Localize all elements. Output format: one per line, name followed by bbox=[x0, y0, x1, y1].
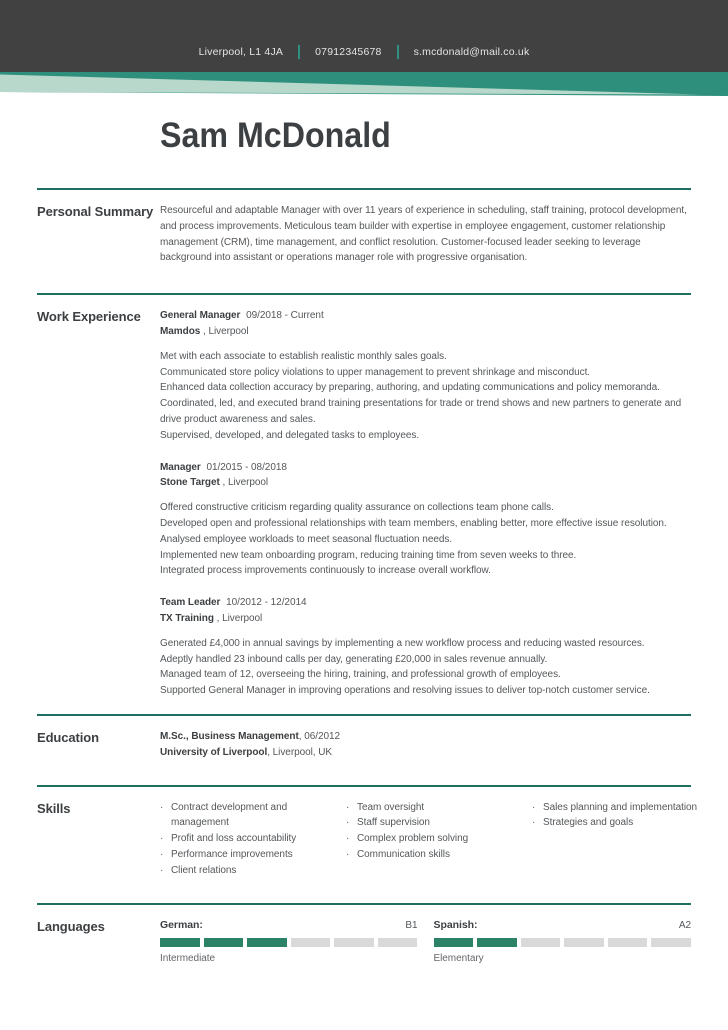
bullet-icon: · bbox=[160, 848, 164, 860]
language-entry bbox=[160, 918, 418, 968]
job-highlight: Integrated process improvements continuously to increase overall workflow. bbox=[160, 565, 491, 577]
section-label: Languages bbox=[37, 918, 105, 934]
job-company-line bbox=[160, 611, 691, 627]
job-highlight: Communicated store policy violations to upper management to prevent shrinkage and misconduct. bbox=[160, 366, 591, 378]
skill-item bbox=[346, 847, 518, 863]
skills-columns bbox=[160, 800, 704, 879]
degree: M.Sc., Business Management bbox=[160, 730, 299, 742]
job-highlight: Met with each associate to establish realistic monthly sales goals. bbox=[160, 350, 447, 362]
contact-email: s.mcdonald@mail.co.uk bbox=[413, 46, 530, 58]
resume-body bbox=[37, 188, 698, 997]
job-company: Mamdos bbox=[160, 325, 201, 337]
language-bar-segment bbox=[564, 938, 604, 947]
job-title-line bbox=[160, 460, 691, 476]
skill-item bbox=[532, 800, 704, 816]
language-level-badge: B1 bbox=[405, 919, 418, 931]
school: University of Liverpool bbox=[160, 746, 268, 758]
skill-item bbox=[160, 800, 332, 832]
languages-columns bbox=[160, 918, 691, 968]
job-highlight: Managed team of 12, overseeing the hiring, training, and professional growth of employees. bbox=[160, 669, 561, 681]
job-dates: 09/2018 - Current bbox=[246, 310, 324, 322]
skill-item bbox=[160, 831, 332, 847]
section-education bbox=[37, 714, 691, 785]
skill-label: Sales planning and implementation bbox=[543, 801, 698, 813]
skills-column bbox=[532, 800, 704, 879]
contact-row bbox=[199, 45, 530, 59]
job-company-line bbox=[160, 324, 691, 340]
bullet-icon: · bbox=[160, 864, 164, 876]
skill-label: Team oversight bbox=[357, 801, 425, 813]
job-highlight: Developed open and professional relationships with team members, enabling better, more effective issue resolution. bbox=[160, 517, 667, 529]
job-location: , Liverpool bbox=[222, 477, 269, 489]
job-highlight: Offered constructive criticism regarding quality assurance on collections team phone calls. bbox=[160, 502, 554, 514]
job-entry bbox=[160, 460, 691, 580]
job-highlight: Adeptly handled 23 inbound calls per day, generating £20,000 in sales revenue annually. bbox=[160, 653, 548, 665]
section-label: Personal Summary bbox=[37, 204, 154, 219]
skill-item bbox=[160, 863, 332, 879]
skill-item bbox=[346, 831, 518, 847]
language-top-row bbox=[160, 918, 418, 934]
job-title-line bbox=[160, 308, 691, 324]
skill-label: Strategies and goals bbox=[543, 817, 634, 829]
bullet-icon: · bbox=[346, 848, 350, 860]
skill-label: Profit and loss accountability bbox=[171, 833, 297, 845]
language-bar-segment bbox=[477, 938, 517, 947]
bullet-icon: · bbox=[160, 833, 164, 845]
language-bar-segment bbox=[378, 938, 418, 947]
job-highlights bbox=[160, 349, 691, 444]
education-school-line bbox=[160, 745, 691, 761]
job-dates: 01/2015 - 08/2018 bbox=[206, 461, 287, 473]
language-bar-segment bbox=[434, 938, 474, 947]
language-level-badge: A2 bbox=[678, 919, 691, 931]
degree-date: , 06/2012 bbox=[298, 730, 341, 742]
language-proficiency-bar bbox=[160, 938, 418, 947]
skill-item bbox=[346, 815, 518, 831]
skill-label: Complex problem solving bbox=[357, 833, 469, 845]
section-languages bbox=[37, 903, 691, 998]
language-bar-segment bbox=[334, 938, 374, 947]
job-highlights bbox=[160, 636, 691, 699]
contact-header bbox=[0, 0, 728, 72]
job-company: TX Training bbox=[160, 612, 214, 624]
job-title-line bbox=[160, 595, 691, 611]
skills-column bbox=[160, 800, 332, 879]
job-company: Stone Target bbox=[160, 477, 220, 489]
job-entry bbox=[160, 595, 691, 699]
skills-column bbox=[346, 800, 518, 879]
job-highlight: Implemented new team onboarding program, reducing training time from seven weeks to three. bbox=[160, 549, 577, 561]
job-dates: 10/2012 - 12/2014 bbox=[226, 597, 307, 609]
job-location: , Liverpool bbox=[216, 612, 263, 624]
summary-text: Resourceful and adaptable Manager with over 11 years of experience in scheduling, staff training, protocol development, and process improvements. Meticulous team builder with expertise in employee engagement, customer relationship management (CRM), time management, and conflict resolution. Customer-focused leader seeking to leverage background into assistant or operations manager role with progressive organisation. bbox=[160, 205, 687, 264]
section-work-experience bbox=[37, 293, 691, 714]
bullet-icon: · bbox=[532, 817, 536, 829]
job-company-line bbox=[160, 475, 691, 491]
job-title: Team Leader bbox=[160, 597, 221, 609]
skill-label: Staff supervision bbox=[357, 817, 430, 829]
language-bar-segment bbox=[247, 938, 287, 947]
angled-banner bbox=[0, 72, 728, 98]
job-highlight: Supervised, developed, and delegated tasks to employees. bbox=[160, 429, 420, 441]
language-bar-segment bbox=[291, 938, 331, 947]
language-name: Spanish: bbox=[433, 918, 478, 931]
job-location: , Liverpool bbox=[203, 325, 249, 337]
language-name: German: bbox=[160, 918, 203, 931]
section-personal-summary bbox=[37, 188, 691, 293]
banner-shapes bbox=[0, 72, 728, 98]
section-label: Skills bbox=[37, 800, 71, 816]
name-row bbox=[0, 98, 728, 188]
skill-label: Communication skills bbox=[357, 848, 450, 860]
contact-phone: 07912345678 bbox=[315, 46, 382, 58]
bullet-icon: · bbox=[346, 801, 350, 813]
school-location: , Liverpool, UK bbox=[267, 746, 333, 758]
bullet-icon: · bbox=[160, 801, 164, 813]
section-label: Education bbox=[37, 729, 99, 745]
job-highlight: Enhanced data collection accuracy by preparing, authoring, and updating communications and policy memoranda. bbox=[160, 382, 660, 394]
skill-label: Client relations bbox=[171, 864, 237, 876]
skill-item bbox=[532, 815, 704, 831]
skill-item bbox=[346, 800, 518, 816]
language-top-row bbox=[434, 918, 692, 934]
skill-label: Contract development and management bbox=[171, 801, 288, 829]
bullet-icon: · bbox=[532, 801, 536, 813]
section-label: Work Experience bbox=[37, 309, 141, 325]
language-bar-segment bbox=[160, 938, 200, 947]
skill-item bbox=[160, 847, 332, 863]
section-skills bbox=[37, 785, 698, 903]
language-proficiency-label: Intermediate bbox=[160, 953, 215, 965]
job-highlights bbox=[160, 500, 691, 579]
skill-label: Performance improvements bbox=[171, 848, 293, 860]
job-highlight: Generated £4,000 in annual savings by implementing a new workflow process and reducing wasted resources. bbox=[160, 637, 645, 649]
job-title: Manager bbox=[160, 461, 201, 473]
language-proficiency-label: Elementary bbox=[433, 953, 484, 965]
education-degree-line bbox=[160, 729, 691, 745]
job-highlight: Analysed employee workloads to meet seasonal fluctuation needs. bbox=[160, 533, 453, 545]
job-highlight: Coordinated, led, and executed brand training presentations for trade or trend shows and new partners to generate and drive product awareness and sales. bbox=[160, 398, 682, 425]
language-entry bbox=[434, 918, 692, 968]
contact-separator bbox=[397, 45, 399, 59]
language-bar-segment bbox=[521, 938, 561, 947]
job-entry bbox=[160, 308, 691, 443]
language-bar-segment bbox=[651, 938, 691, 947]
language-bar-segment bbox=[204, 938, 244, 947]
language-proficiency-bar bbox=[434, 938, 692, 947]
job-title: General Manager bbox=[160, 310, 241, 322]
bullet-icon: · bbox=[346, 817, 350, 829]
contact-separator bbox=[298, 45, 300, 59]
job-highlight: Supported General Manager in improving operations and resolving issues to deliver top-notch customer service. bbox=[160, 685, 650, 697]
bullet-icon: · bbox=[346, 833, 350, 845]
contact-location: Liverpool, L1 4JA bbox=[198, 46, 284, 58]
candidate-name: Sam McDonald bbox=[160, 116, 391, 155]
language-bar-segment bbox=[608, 938, 648, 947]
